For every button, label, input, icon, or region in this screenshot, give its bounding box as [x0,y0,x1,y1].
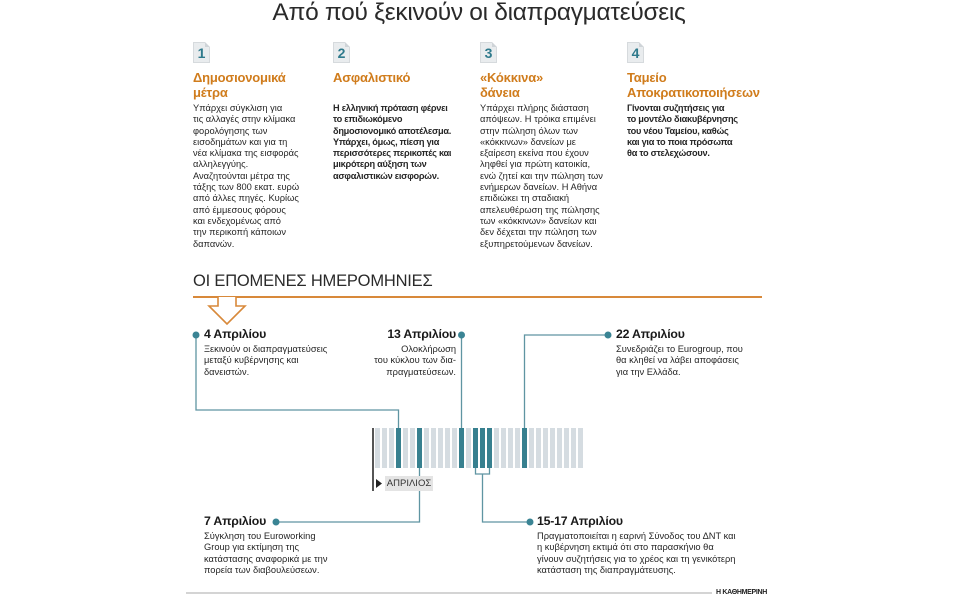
text-line: την περικοπή κάποιων [193,227,287,238]
text-line: Ασφαλιστικό [333,70,411,85]
text-line: και ενδεχομένως από [193,215,281,226]
down-arrow-icon [209,297,245,324]
text-line: των «κόκκινων» δανείων και [480,215,597,226]
text-line: νέα κλίμακα της εισφοράς [193,148,299,159]
text-line: Υπάρχει σύγκλιση για [193,103,283,113]
text-line: μεταξύ κυβέρνησης και [204,355,299,366]
text-line: του νέου Ταμείου, καθώς [627,125,729,136]
event-description [537,531,736,577]
calendar-day-highlighted-4 [396,428,401,468]
calendar-day-25 [543,428,548,468]
calendar-day-29 [571,428,576,468]
text-line: Πραγματοποιείται η εαρινή Σύνοδος του ΔΝΤ και [537,531,736,541]
event-13-april [306,327,456,378]
text-line: Η ελληνική πρόταση φέρνει [333,103,448,113]
event-dot-4-april [193,332,200,339]
text-line: από άλλες πηγές. Κυρίως [193,193,299,204]
event-dot-22-april [605,332,612,339]
text-line: Γίνονται συζητήσεις για [627,103,725,113]
text-line: μέτρα [193,85,228,100]
text-line: Υπάρχει πλήρης διάσταση [480,103,589,113]
calendar-day-28 [564,428,569,468]
calendar-day-1 [375,428,380,468]
text-line: Υπάρχει, όμως, πίεση για [333,136,440,147]
event-description [306,344,456,378]
calendar-day-14 [466,428,471,468]
calendar-day-24 [536,428,541,468]
text-line: Σύγκληση του Euroworking [204,531,316,541]
calendar-day-30 [578,428,583,468]
footer-divider [186,592,712,594]
event-15-17-april [537,514,736,577]
calendar-axis [372,428,374,491]
text-line: επιδιώκει τη σταδιακή [480,193,570,204]
calendar-day-12 [452,428,457,468]
text-line: «Κόκκινα» [480,70,544,85]
calendar-day-23 [529,428,534,468]
event-date: 13 Απριλίου [387,327,456,341]
event-7-april [204,514,327,577]
calendar-day-highlighted-22 [522,428,527,468]
calendar-day-highlighted-16 [480,428,485,468]
calendar-day-21 [515,428,520,468]
text-line: από έμμεσους φόρους [193,204,286,215]
calendar-day-9 [431,428,436,468]
calendar-day-highlighted-13 [459,428,464,468]
connector-22-april [525,335,609,428]
calendar-day-18 [494,428,499,468]
text-line: Ξεκινούν οι διαπραγματεύσεις [204,344,328,354]
event-date: 7 Απριλίου [204,514,267,528]
text-line: κατάσταση της διαπραγμάτευσης. [537,565,676,576]
text-line: ενήμερων δανείων. Η Αθήνα [480,182,598,193]
calendar-day-2 [382,428,387,468]
calendar-day-11 [445,428,450,468]
text-line: στην πώληση όλων των [480,125,578,136]
event-22-april [616,327,743,378]
publisher-credit: Η ΚΑΘΗΜΕΡΙΝΗ [716,589,768,596]
calendar-day-5 [403,428,408,468]
text-line: και για το ποια πρόσωπα [627,136,733,147]
text-line: απόψεων. Η τρόικα επιμένει [480,114,596,125]
calendar-day-27 [557,428,562,468]
text-line: δαπανών. [193,238,235,249]
text-line: το επιδιωκόμενο [333,114,403,125]
calendar-day-19 [501,428,506,468]
calendar-strip [375,428,583,468]
text-line: ενώ ζητεί και την πώληση των [480,170,603,181]
connector-15-17-april [483,474,531,522]
text-line: κατάστασης αναφορικά με την [204,553,328,564]
text-line: φορολόγησης των [193,125,268,136]
text-line: εξαίρεση εκείνα που έχουν [480,148,589,159]
bracket-15-17-april [476,468,490,474]
play-triangle-icon [376,479,382,488]
calendar-day-6 [410,428,415,468]
infographic-title: Από πού ξεκινούν οι διαπραγματεύσεις [272,0,686,26]
calendar-day-highlighted-7 [417,428,422,468]
text-line: του κύκλου των δια- [374,355,456,366]
text-line: Συνεδριάζει το Eurogroup, που [616,344,743,354]
text-line: τάξης των 800 εκατ. ευρώ [193,182,300,193]
event-dot-13-april [458,332,465,339]
text-line: ληφθεί για πρώτη κατοικία, [480,159,591,170]
event-description [204,531,327,577]
text-line: περισσότερες περικοπές και [333,148,452,159]
calendar-day-3 [389,428,394,468]
text-line: Δημοσιονομικά [193,70,286,85]
text-line: για την Ελλάδα. [616,366,681,377]
badge-number: 3 [484,45,493,61]
text-line: γίνουν συζητήσεις για το χρέος και τη γενικότερη [537,553,736,564]
text-line: δεν δέχεται την πώληση των [480,227,597,238]
event-date: 22 Απριλίου [616,327,685,341]
text-line: Ολοκλήρωση [401,344,456,354]
calendar-day-highlighted-15 [473,428,478,468]
event-description [616,344,743,378]
month-label: ΑΠΡΙΛΙΟΣ [386,478,432,489]
badge-number: 2 [337,45,346,61]
text-line: Ταμείο [627,70,667,85]
text-line: πραγματεύσεων. [386,366,456,377]
badge-number: 4 [631,45,640,61]
text-line: ασφαλιστικών εισφορών. [333,170,439,181]
text-line: Group για εκτίμηση της [204,542,299,553]
section-title: ΟΙ ΕΠΟΜΕΝΕΣ ΗΜΕΡΟΜΗΝΙΕΣ [193,272,433,290]
text-line: εισοδημάτων και για τη [193,136,288,147]
event-dot-15-17-april [527,519,534,526]
text-line: απελευθέρωση της πώλησης [480,204,600,215]
text-line: δανειστών. [204,366,250,377]
text-line: αλληλεγγύης. [193,159,249,170]
text-line: θα το στελεχώσουν. [627,148,710,159]
text-line: δάνεια [480,85,520,100]
calendar-day-highlighted-17 [487,428,492,468]
badge-number: 1 [197,45,206,61]
calendar-day-26 [550,428,555,468]
text-line: Αναζητούνται μέτρα της [193,170,290,181]
text-line: δημοσιονομικό αποτέλεσμα. [333,125,452,136]
calendar-day-8 [424,428,429,468]
calendar-day-20 [508,428,513,468]
text-line: μικρότερη αύξηση των [333,159,427,170]
text-line: «κόκκινων» δανείων με [480,136,576,147]
event-date: 4 Απριλίου [204,327,267,341]
calendar-day-10 [438,428,443,468]
text-line: Αποκρατικοποιήσεων [627,85,760,100]
text-line: θα κληθεί να λάβει αποφάσεις [616,355,739,366]
text-line: πορεία των διαβουλεύσεων. [204,565,320,576]
text-line: η κυβέρνηση εκτιμά ότι στο παρασκήνιο θα [537,542,714,553]
event-date: 15-17 Απριλίου [537,514,623,528]
text-line: εξυπηρετούμενων δανείων. [480,238,593,249]
text-line: τις αλλαγές στην κλίμακα [193,114,296,125]
text-line: το μοντέλο διακυβέρνησης [627,114,738,125]
